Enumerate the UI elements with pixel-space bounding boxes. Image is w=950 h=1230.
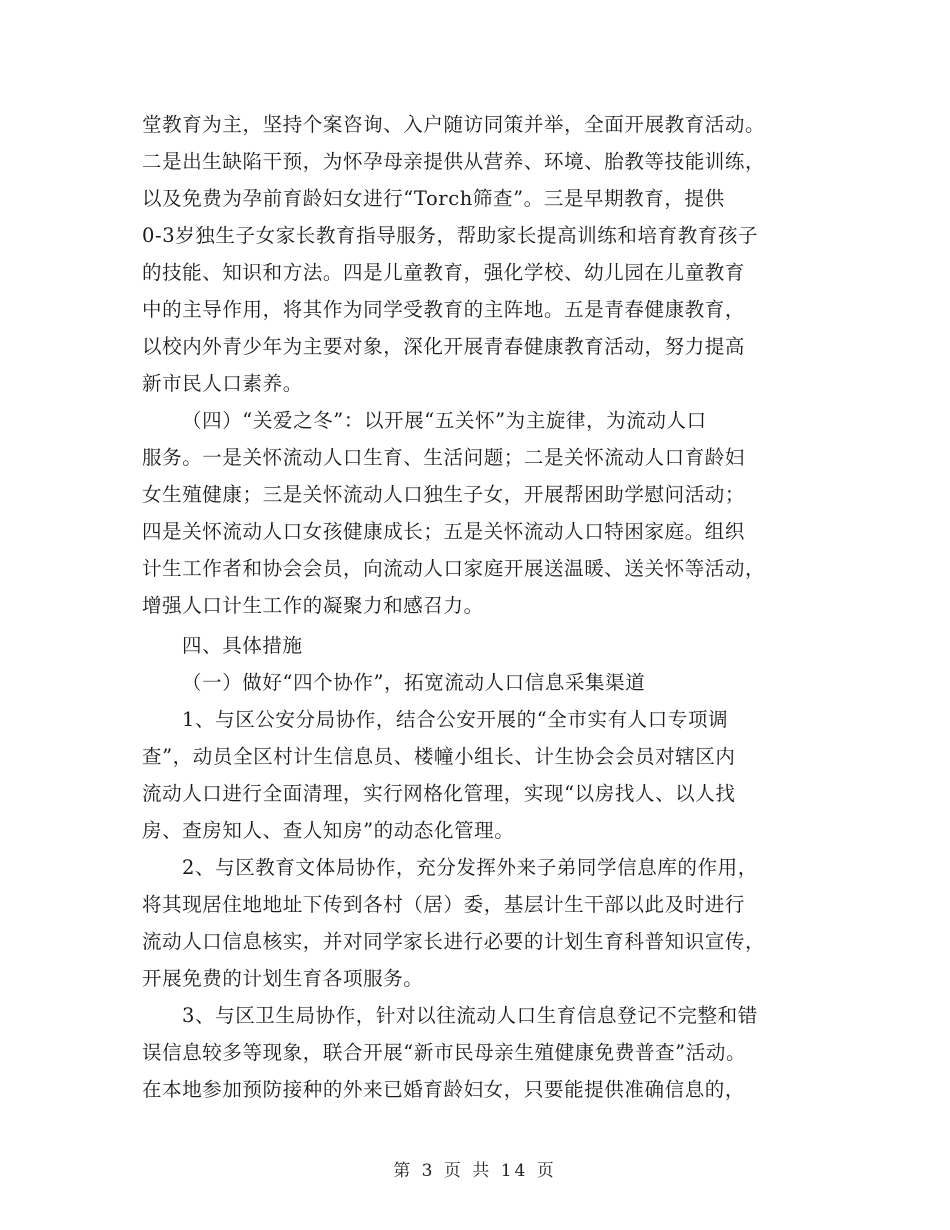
text-line-11: 女生殖健康；三是关怀流动人口独生子女，开展帮困助学慰问活动； bbox=[142, 483, 746, 506]
text-line-20: 房、查房知人、查人知房”的动态化管理。 bbox=[142, 819, 515, 842]
section-heading-measures: 四、具体措施 bbox=[182, 634, 303, 657]
text-line-6: 中的主导作用，将其作为同学受教育的主阵地。五是青春健康教育， bbox=[142, 298, 746, 321]
text-line-21: 2、与区教育文体局协作，充分发挥外来子弟同学信息库的作用， bbox=[182, 856, 758, 879]
subsection-heading-one: （一）做好“四个协作”，拓宽流动人口信息采集渠道 bbox=[182, 671, 646, 694]
text-line-13: 计生工作者和协会会员，向流动人口家庭开展送温暖、送关怀等活动， bbox=[142, 557, 766, 580]
text-line-24: 开展免费的计划生育各项服务。 bbox=[142, 967, 424, 990]
text-line-18: 查”，动员全区村计生信息员、楼幢小组长、计生协会会员对辖区内 bbox=[142, 745, 736, 768]
text-line-1: 堂教育为主，坚持个案咨询、入户随访同策并举，全面开展教育活动。 bbox=[142, 113, 766, 136]
text-line-12: 四是关怀流动人口女孩健康成长；五是关怀流动人口特困家庭。组织 bbox=[142, 520, 746, 543]
text-line-14: 增强人口计生工作的凝聚力和感召力。 bbox=[142, 594, 484, 617]
text-line-10: 服务。一是关怀流动人口生育、生活问题；二是关怀流动人口育龄妇 bbox=[142, 446, 746, 469]
text-line-19: 流动人口进行全面清理，实行网格化管理，实现“以房找人、以人找 bbox=[142, 782, 736, 805]
section-four-heading-line: （四）“关爱之冬”：以开展“五关怀”为主旋律，为流动人口 bbox=[182, 409, 707, 432]
text-line-22: 将其现居住地地址下传到各村（居）委，基层计生干部以此及时进行 bbox=[142, 893, 746, 916]
text-line-5: 的技能、知识和方法。四是儿童教育，强化学校、幼儿园在儿童教育 bbox=[142, 261, 746, 284]
text-line-25: 3、与区卫生局协作，针对以往流动人口生育信息登记不完整和错 bbox=[182, 1004, 758, 1027]
page-number-footer: 第 3 页 共 14 页 bbox=[393, 1161, 557, 1181]
text-line-3: 以及免费为孕前育龄妇女进行“Torch筛查”。三是早期教育，提供 bbox=[142, 187, 725, 210]
text-line-23: 流动人口信息核实，并对同学家长进行必要的计划生育科普知识宣传， bbox=[142, 930, 766, 953]
text-line-7: 以校内外青少年为主要对象，深化开展青春健康教育活动，努力提高 bbox=[142, 335, 746, 358]
text-line-2: 二是出生缺陷干预，为怀孕母亲提供从营养、环境、胎教等技能训练， bbox=[142, 150, 766, 173]
text-line-26: 误信息较多等现象，联合开展“新市民母亲生殖健康免费普查”活动。 bbox=[142, 1041, 747, 1064]
text-line-27: 在本地参加预防接种的外来已婚育龄妇女，只要能提供准确信息的， bbox=[142, 1078, 746, 1101]
text-line-4: 0-3岁独生子女家长教育指导服务，帮助家长提高训练和培育教育孩子 bbox=[142, 224, 759, 247]
text-line-8: 新市民人口素养。 bbox=[142, 372, 303, 395]
text-line-17: 1、与区公安分局协作，结合公安开展的“全市实有人口专项调 bbox=[182, 708, 729, 731]
